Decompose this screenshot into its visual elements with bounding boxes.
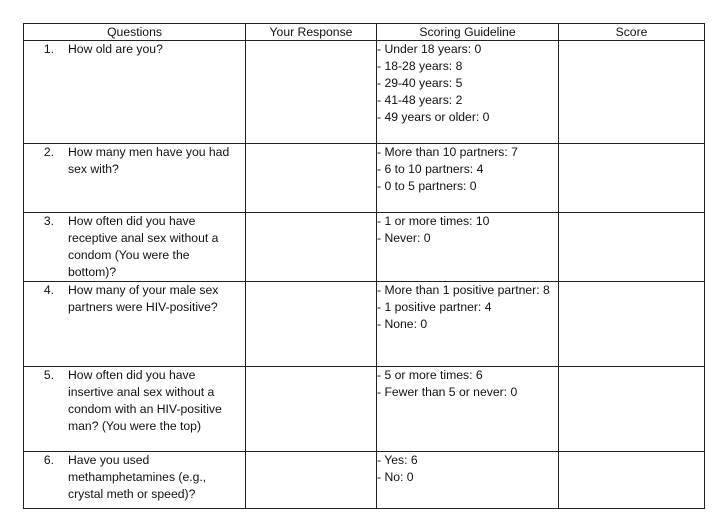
question-text: How many of your male sex partners were HIV-positive? <box>68 283 219 314</box>
question-cell <box>24 144 246 213</box>
header-scoring-guideline: Scoring Guideline <box>377 24 559 41</box>
guideline-item: - 1 positive partner: 4 <box>377 300 492 314</box>
question-text: How often did you have receptive anal sex without a condom (You were the bottom)? <box>68 214 219 279</box>
table-row <box>24 452 705 509</box>
question-number: 5. <box>43 368 54 382</box>
table-row <box>24 41 705 144</box>
question-text: How many men have you had sex with? <box>68 145 230 176</box>
header-your-response: Your Response <box>246 24 377 41</box>
guideline-item: - No: 0 <box>377 470 414 484</box>
guideline-item: - None: 0 <box>377 317 428 331</box>
table-row <box>24 282 705 367</box>
header-row <box>24 24 705 41</box>
guideline-item: - Under 18 years: 0 <box>377 42 482 56</box>
response-cell[interactable] <box>246 144 377 213</box>
guideline-item: - 29-40 years: 5 <box>377 76 463 90</box>
question-text: Have you used methamphetamines (e.g., crystal meth or speed)? <box>68 453 207 501</box>
score-cell[interactable] <box>559 41 705 144</box>
question-cell <box>24 367 246 452</box>
response-cell[interactable] <box>246 452 377 509</box>
guideline-item: - More than 10 partners: 7 <box>377 145 518 159</box>
guideline-item: - 49 years or older: 0 <box>377 110 490 124</box>
score-cell[interactable] <box>559 213 705 282</box>
header-score: Score <box>559 24 705 41</box>
question-text: How old are you? <box>68 42 163 56</box>
table-row <box>24 144 705 213</box>
header-questions: Questions <box>24 24 246 41</box>
scoring-guideline-cell <box>377 41 559 144</box>
score-cell[interactable] <box>559 452 705 509</box>
score-cell[interactable] <box>559 367 705 452</box>
table-row <box>24 367 705 452</box>
question-cell <box>24 41 246 144</box>
scoring-guideline-cell <box>377 144 559 213</box>
guideline-item: - Yes: 6 <box>377 453 418 467</box>
guideline-item: - 18-28 years: 8 <box>377 59 463 73</box>
scoring-guideline-cell <box>377 367 559 452</box>
response-cell[interactable] <box>246 282 377 367</box>
scoring-guideline-cell <box>377 452 559 509</box>
guideline-item: - 0 to 5 partners: 0 <box>377 179 477 193</box>
question-number: 6. <box>43 453 54 467</box>
risk-assessment-table <box>23 23 705 509</box>
question-cell <box>24 282 246 367</box>
question-number: 4. <box>43 283 54 297</box>
guideline-item: - More than 1 positive partner: 8 <box>377 283 550 297</box>
scoring-guideline-cell <box>377 213 559 282</box>
question-number: 3. <box>43 214 54 228</box>
response-cell[interactable] <box>246 41 377 144</box>
score-cell[interactable] <box>559 144 705 213</box>
guideline-item: - 41-48 years: 2 <box>377 93 463 107</box>
guideline-item: - 1 or more times: 10 <box>377 214 490 228</box>
guideline-item: - 6 to 10 partners: 4 <box>377 162 484 176</box>
response-cell[interactable] <box>246 213 377 282</box>
question-number: 2. <box>43 145 54 159</box>
question-number: 1. <box>43 42 54 56</box>
question-cell <box>24 213 246 282</box>
question-text: How often did you have insertive anal sex without a condom with an HIV-positive man? (You were the top) <box>68 368 222 433</box>
guideline-item: - Fewer than 5 or never: 0 <box>377 385 518 399</box>
score-cell[interactable] <box>559 282 705 367</box>
scoring-guideline-cell <box>377 282 559 367</box>
guideline-item: - 5 or more times: 6 <box>377 368 483 382</box>
response-cell[interactable] <box>246 367 377 452</box>
table-row <box>24 213 705 282</box>
guideline-item: - Never: 0 <box>377 231 431 245</box>
question-cell <box>24 452 246 509</box>
